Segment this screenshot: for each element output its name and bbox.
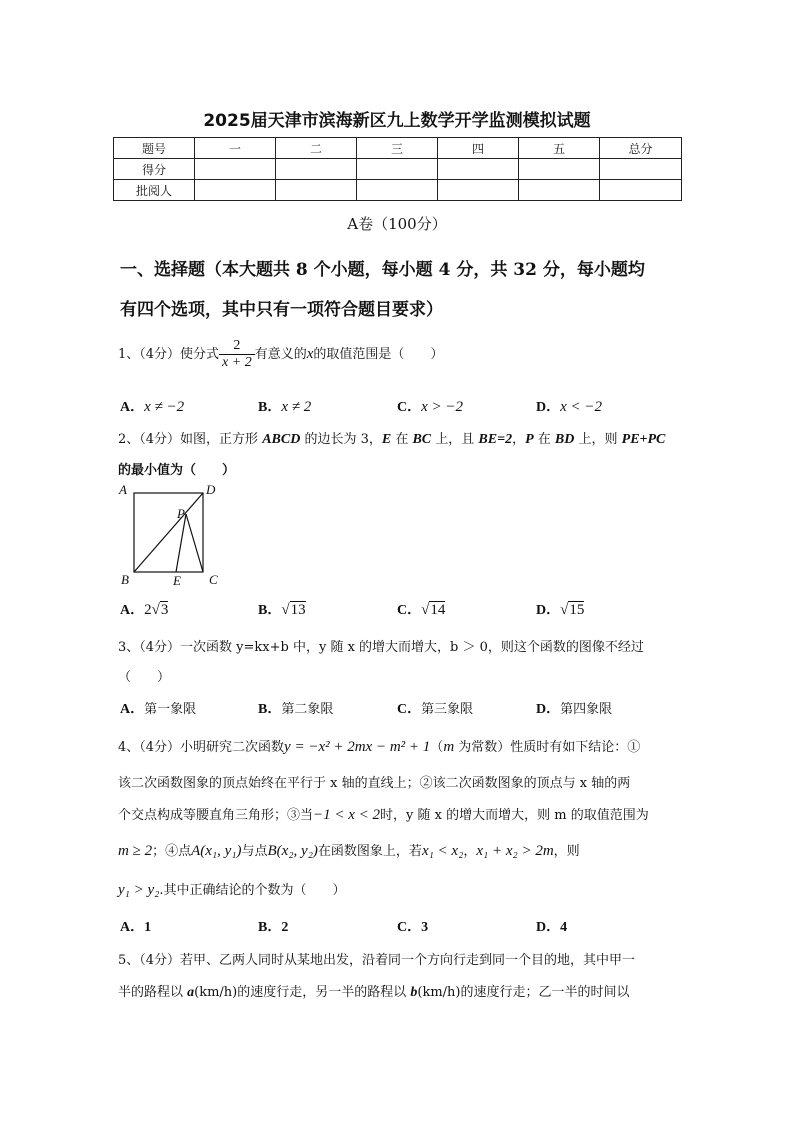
q5-text: 半的路程以	[118, 985, 188, 1000]
option-letter: A．	[120, 702, 145, 717]
q3-option-c[interactable]	[397, 698, 473, 718]
q4-text: 4、（4分）小明研究二次函数	[118, 740, 285, 755]
q4-text: 与点	[241, 844, 268, 859]
q4-option-a[interactable]	[120, 916, 151, 936]
math-term: BC	[412, 432, 432, 447]
q1-option-a[interactable]	[120, 396, 184, 416]
table-cell	[357, 159, 438, 180]
label-d: D	[206, 482, 216, 497]
q1-option-d[interactable]	[536, 396, 602, 416]
question-2	[118, 428, 665, 448]
radicand: 13	[290, 602, 306, 618]
option-letter: C．	[397, 400, 422, 415]
question-4-line4	[118, 840, 580, 860]
variable: a	[187, 985, 195, 1000]
table-cell	[519, 159, 600, 180]
q4-text: 为常数）性质时有如下结论：①	[454, 740, 641, 755]
radicand: 15	[569, 602, 585, 618]
variable: m	[443, 739, 455, 755]
q4-option-b[interactable]	[258, 916, 288, 936]
question-5-line2	[118, 981, 629, 1001]
math-term: ABCD	[262, 432, 301, 447]
radicand: 14	[430, 602, 446, 618]
option-value: 第三象限	[421, 702, 474, 717]
paper-heading: A卷（100分）	[347, 215, 447, 233]
q2-text: 上，则	[574, 432, 622, 447]
question-4-line3	[118, 804, 649, 824]
q2-option-d[interactable]	[536, 599, 584, 619]
condition: x₁ + x₂ > 2m	[476, 843, 554, 859]
denominator: x + 2	[219, 354, 255, 371]
q2-text: 在	[391, 432, 413, 447]
option-value: 4	[560, 920, 568, 935]
q4-text: 时，y 随 x 的增大而增大，则 m 的取值范围为	[380, 808, 649, 823]
option-value: 第一象限	[144, 702, 197, 717]
q2-option-a[interactable]	[120, 599, 168, 619]
q2-text: 的边长为 3，	[300, 432, 382, 447]
table-cell	[519, 180, 600, 201]
q4-text: （	[430, 740, 444, 755]
q3-option-a[interactable]	[120, 698, 196, 718]
option-letter: B．	[258, 702, 282, 717]
table-header: 四	[438, 138, 519, 159]
row-label: 得分	[114, 159, 195, 180]
label-a: A	[119, 482, 127, 497]
q2-text: 上，且	[431, 432, 479, 447]
math-term: BE=2	[478, 432, 513, 447]
table-cell	[438, 159, 519, 180]
option-letter: C．	[397, 603, 422, 618]
label-p: P	[177, 506, 185, 521]
square-figure	[115, 478, 235, 590]
inequality: −1 < x < 2	[313, 807, 381, 823]
math-term: BD	[554, 432, 575, 447]
option-letter: A．	[120, 603, 145, 618]
inequality: m ≥ 2	[118, 843, 153, 859]
table-header-row	[114, 138, 682, 159]
option-letter: D．	[536, 920, 561, 935]
question-4-line2: 该二次函数图象的顶点始终在平行于 x 轴的直线上；②该二次函数图象的顶点与 x 轴的两	[118, 776, 631, 791]
table-cell	[276, 159, 357, 180]
q3-option-b[interactable]	[258, 698, 333, 718]
inequality: y₁ > y₂	[118, 882, 160, 898]
sqrt-icon: √	[281, 602, 290, 618]
question-4	[118, 736, 640, 756]
equation: y = −x² + 2mx − m² + 1	[284, 739, 431, 755]
table-header: 题号	[114, 138, 195, 159]
q4-option-d[interactable]	[536, 916, 567, 936]
score-table	[113, 137, 682, 201]
math-term: P	[525, 432, 534, 447]
diagonal-bd	[134, 493, 203, 572]
table-header: 一	[195, 138, 276, 159]
option-letter: D．	[536, 603, 561, 618]
option-value: 2	[281, 920, 289, 935]
condition: x₁ < x₂	[421, 843, 464, 859]
q1-text: 的取值范围是（ ）	[313, 347, 444, 362]
option-letter: B．	[258, 920, 282, 935]
fraction	[219, 338, 255, 371]
option-value: x < −2	[560, 399, 603, 415]
table-cell	[276, 180, 357, 201]
section-heading-cont: 有四个选项，其中只有一项符合题目要求）	[120, 300, 443, 320]
q4-text: ，	[463, 844, 477, 859]
q5-text: (km/h)的速度行走，另一半的路程以	[194, 985, 411, 1000]
sqrt-icon: √	[421, 602, 430, 618]
q4-text: .其中正确结论的个数为（ ）	[159, 883, 346, 898]
segment-pc	[186, 514, 203, 572]
q2-text: 2、（4分）如图，正方形	[118, 432, 263, 447]
question-2-cont: 的最小值为（ ）	[118, 463, 236, 478]
variable: b	[410, 985, 418, 1000]
option-letter: D．	[536, 400, 561, 415]
table-header: 三	[357, 138, 438, 159]
q2-option-c[interactable]	[397, 599, 445, 619]
option-value: 3	[421, 920, 429, 935]
option-value: x ≠ −2	[144, 399, 185, 415]
label-b: B	[121, 572, 129, 587]
math-term: PE+PC	[621, 432, 666, 447]
table-cell	[600, 159, 682, 180]
q1-option-c[interactable]	[397, 396, 463, 416]
table-header: 二	[276, 138, 357, 159]
option-value: 第四象限	[560, 702, 613, 717]
table-header: 总分	[600, 138, 682, 159]
question-3-cont: （ ）	[118, 670, 171, 685]
label-c: C	[209, 572, 218, 587]
q4-option-c[interactable]	[397, 916, 428, 936]
option-letter: B．	[258, 400, 282, 415]
sqrt-icon: √	[151, 602, 160, 618]
option-letter: D．	[536, 702, 561, 717]
row-label: 批阅人	[114, 180, 195, 201]
option-letter: A．	[120, 400, 145, 415]
exam-title: 2025届天津市滨海新区九上数学开学监测模拟试题	[203, 111, 591, 131]
q2-text: ，	[512, 432, 526, 447]
radicand: 3	[160, 602, 169, 618]
table-cell	[195, 180, 276, 201]
point-b: B(x₂, y₂)	[267, 843, 318, 859]
q3-option-d[interactable]	[536, 698, 612, 718]
option-letter: C．	[397, 920, 422, 935]
q4-text: 个交点构成等腰直角三角形；③当	[118, 808, 314, 823]
q4-text: ，则	[553, 844, 580, 859]
coefficient: 2	[144, 602, 152, 618]
variable: x	[306, 346, 314, 362]
math-term: E	[381, 432, 392, 447]
point-a: A(x₁, y₁)	[191, 843, 242, 859]
option-value: x ≠ 2	[281, 399, 312, 415]
option-letter: A．	[120, 920, 145, 935]
option-letter: B．	[258, 603, 282, 618]
numerator: 2	[233, 338, 241, 353]
table-cell	[438, 180, 519, 201]
question-1	[118, 338, 443, 371]
option-value: x > −2	[421, 399, 464, 415]
table-cell	[195, 159, 276, 180]
q4-text: ；④点	[152, 844, 192, 859]
table-row	[114, 159, 682, 180]
label-e: E	[173, 573, 181, 588]
option-value: 第二象限	[281, 702, 334, 717]
question-4-line5	[118, 879, 346, 899]
q5-text: (km/h)的速度行走；乙一半的时间以	[417, 985, 630, 1000]
option-letter: C．	[397, 702, 422, 717]
q1-option-b[interactable]	[258, 396, 311, 416]
table-row	[114, 180, 682, 201]
question-3: 3、（4分）一次函数 y=kx+b 中，y 随 x 的增大而增大，b ＞ 0，则这个函数的图像不经过	[118, 640, 644, 655]
q2-option-b[interactable]	[258, 599, 306, 619]
q1-text: 有意义的	[254, 347, 307, 362]
q1-text: 1、（4分）使分式	[118, 347, 220, 362]
table-header: 五	[519, 138, 600, 159]
table-cell	[600, 180, 682, 201]
q2-text: 在	[533, 432, 555, 447]
q4-text: 在函数图象上，若	[317, 844, 422, 859]
sqrt-icon: √	[560, 602, 569, 618]
question-5: 5、（4分）若甲、乙两人同时从某地出发，沿着同一个方向行走到同一个目的地，其中甲一	[118, 953, 636, 968]
section-heading: 一、选择题（本大题共 8 个小题，每小题 4 分，共 32 分，每小题均	[120, 260, 645, 280]
table-cell	[357, 180, 438, 201]
option-value: 1	[144, 920, 152, 935]
